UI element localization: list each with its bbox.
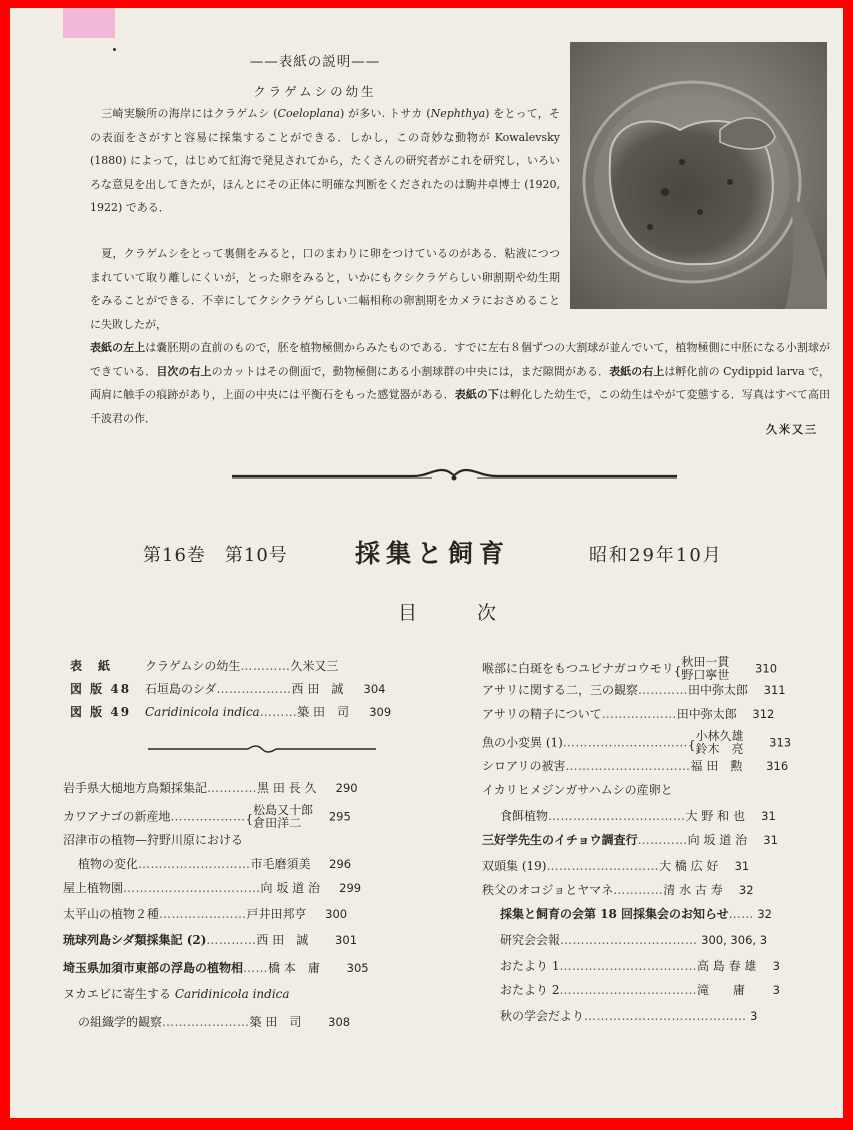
toc-entry-page: 311 xyxy=(760,683,786,697)
toc-entry xyxy=(63,880,361,896)
toc-entry-author: 向 坂 道 治 xyxy=(260,881,320,895)
toc-leader: ……………………… xyxy=(138,857,251,871)
small-ornamental-divider xyxy=(148,745,376,753)
toc-entry-page: 316 xyxy=(762,759,789,773)
toc-leader: ……… xyxy=(259,705,298,719)
toc-entry-author: 黒 田 長 久 xyxy=(257,781,317,795)
toc-entry xyxy=(70,704,391,720)
toc-leader: ……………… xyxy=(170,809,246,824)
toc-entry-author: 清 水 古 寿 xyxy=(663,883,723,897)
toc-entry-page: 300 xyxy=(321,907,348,921)
explanation-paragraph-2: 夏，クラゲムシをとって裏側をみると，口のまわりに卵をつけているのがある．粘液につつまれていて取り離しにくいが，とった卵をみると，いかにもクシクラゲらしい卵割期や幼生期をみることができる．不幸にしてクシクラゲらしい二輻相称の卵割期をカメラにおさめることに失敗したが， xyxy=(90,247,561,331)
toc-entry-title: 食餌植物 xyxy=(500,809,549,823)
toc-leader: ………… xyxy=(240,659,291,673)
toc-leader: ………………………… xyxy=(562,735,688,750)
toc-entry xyxy=(63,960,369,976)
toc-entry xyxy=(70,658,362,674)
toc-entry-title: 魚の小変異 (1) xyxy=(482,735,563,750)
toc-entry-title: おたより 2 xyxy=(500,983,560,997)
toc-entry xyxy=(482,782,673,798)
toc-entry-page: 32 xyxy=(753,907,772,921)
toc-leader: ………………… xyxy=(162,1015,250,1029)
toc-leader: ……………………… xyxy=(546,859,659,873)
toc-entry xyxy=(63,804,351,830)
toc-entry-authors xyxy=(253,804,325,830)
toc-entry xyxy=(482,882,754,898)
toc-entry xyxy=(63,906,347,922)
toc-entry-page: 3 xyxy=(746,1009,758,1023)
magazine-page xyxy=(10,8,843,1118)
toc-entry-page: 31 xyxy=(759,833,778,847)
toc-leader: ………… xyxy=(638,683,689,697)
magazine-title: 採集と飼育 xyxy=(355,539,511,568)
toc-entry xyxy=(482,758,788,774)
toc-leader: ………………………… xyxy=(565,759,691,773)
toc-entry-author: 西 田 誠 xyxy=(256,933,309,947)
toc-entry-author: 倉田洋二 xyxy=(253,816,302,830)
masthead xyxy=(143,534,783,572)
toc-entry-author: 橋 本 庸 xyxy=(268,961,320,975)
toc-entry-title: 植物の変化 xyxy=(78,857,139,871)
toc-entry-page: 299 xyxy=(335,881,362,895)
toc-entry-title: クラゲムシの幼生 xyxy=(145,659,241,673)
toc-entry-page: 295 xyxy=(325,809,351,824)
toc-leader: ………… xyxy=(637,833,688,847)
toc-entry-title: 屋上植物園 xyxy=(63,881,124,895)
toc-entry-author: 築 田 司 xyxy=(297,705,350,719)
toc-entry-page: 308 xyxy=(324,1015,351,1029)
toc-entry xyxy=(482,706,774,722)
toc-entry-title: 採集と飼育の会第 18 回採集会のお知らせ xyxy=(500,907,729,921)
pink-sticky-tab xyxy=(63,8,115,38)
cover-explanation-title: ——表紙の説明—— xyxy=(249,54,381,70)
toc-entry-page: 32 xyxy=(735,883,754,897)
toc-entry xyxy=(63,832,243,848)
toc-entry-author: 野口寧世 xyxy=(681,668,730,682)
toc-entry xyxy=(500,982,780,998)
toc-entry xyxy=(500,958,780,974)
toc-entry-author: 滝 庸 xyxy=(696,983,745,997)
toc-entry-page: 3 xyxy=(768,983,780,997)
ornamental-divider xyxy=(232,466,677,484)
issue-date: 昭和29年10月 xyxy=(589,545,723,566)
toc-entry xyxy=(78,1014,350,1030)
toc-entry-author: 小林久雄 xyxy=(695,729,744,743)
toc-entry xyxy=(63,780,358,796)
toc-entry xyxy=(482,730,791,756)
toc-entry-author: 秋田一貫 xyxy=(681,655,730,669)
toc-entry-title: 埼玉県加須市東部の浮島の植物相 xyxy=(63,961,244,975)
toc-entry-author: 西 田 誠 xyxy=(291,682,344,696)
toc-entry-title: アサリに関する二，三の観察 xyxy=(482,683,639,697)
ink-dot xyxy=(113,48,116,51)
toc-entry-author: 田中弥太郎 xyxy=(676,707,737,721)
toc-entry xyxy=(63,932,357,948)
toc-entry-author: 鈴木 亮 xyxy=(695,742,744,756)
toc-leader: …………………………… xyxy=(548,809,686,823)
toc-leader: ……………… xyxy=(216,682,292,696)
toc-entry-label: 図 版 49 xyxy=(70,705,132,719)
toc-entry-page: 3 xyxy=(768,959,780,973)
toc-entry xyxy=(70,681,385,697)
explanation-paragraph-1: 三崎実験所の海岸にはクラゲムシ (Coeloplana) が多い. トサカ (Nephthya) をとって，その表面をさがすと容易に採集することができる．しかし，この奇妙な動物が Kowalevsky (1880) によって，はじめて紅海で発見されてから，たくさんの研究者がこれを研究し，いろいろな意見を出してきたが，ほんとにその正体に明確な判断をくだされたのは駒井卓博士 (1920, 1922) である． xyxy=(90,107,560,214)
toc-entry-title: 沼津市の植物—狩野川原における xyxy=(63,833,244,847)
volume-number: 第16巻 第10号 xyxy=(143,545,288,566)
explanation-author: 久米又三 xyxy=(766,423,818,436)
toc-entry xyxy=(500,932,767,948)
brace: { xyxy=(673,663,682,678)
toc-entry-page: 313 xyxy=(765,735,792,750)
toc-entry-page: 310 xyxy=(751,661,778,676)
toc-entry-title: 秋の学会だより xyxy=(500,1009,585,1023)
toc-heading: 目次 xyxy=(398,602,557,624)
toc-entry-title: ヌカエビに寄生する xyxy=(63,987,172,1001)
toc-entry-author: 田中弥太郎 xyxy=(688,683,749,697)
toc-entry-page: 300, 306, 3 xyxy=(697,933,768,947)
toc-entry-title: 石垣島のシダ xyxy=(145,682,217,696)
toc-entry-authors xyxy=(695,730,765,756)
toc-leader: ………………………………… xyxy=(584,1009,747,1023)
toc-entry xyxy=(500,1008,758,1024)
toc-leader: ………… xyxy=(613,883,664,897)
brace: { xyxy=(245,811,254,826)
toc-leader: ……………… xyxy=(601,707,677,721)
toc-entry-page: 305 xyxy=(343,961,369,975)
toc-entry-author: 松島又十郎 xyxy=(253,803,314,817)
toc-entry-page: 296 xyxy=(325,857,352,871)
toc-entry-page: 31 xyxy=(757,809,776,823)
toc-entry-page: 304 xyxy=(363,682,386,696)
toc-entry xyxy=(500,808,776,824)
toc-entry xyxy=(78,856,351,872)
toc-entry xyxy=(482,858,749,874)
toc-entry-authors xyxy=(681,656,751,682)
brace: { xyxy=(687,737,696,752)
toc-entry xyxy=(500,906,772,922)
toc-entry xyxy=(482,832,778,848)
toc-leader: ………… xyxy=(206,933,257,947)
toc-leader: …… xyxy=(243,961,269,975)
toc-entry-author: 市毛磨須美 xyxy=(250,857,311,871)
toc-entry-title: の組織学的観察 xyxy=(78,1015,163,1029)
toc-entry-author: 向 坂 道 治 xyxy=(687,833,748,847)
toc-entry-title: 岩手県大槌地方鳥類採集記 xyxy=(63,781,208,795)
toc-entry-label: 図 版 48 xyxy=(70,682,132,696)
toc-entry-author: 久米又三 xyxy=(290,659,339,673)
toc-entry-author: 高 島 春 雄 xyxy=(696,959,757,973)
toc-leader: …………………………… xyxy=(559,983,697,997)
toc-entry-title: アサリの精子について xyxy=(482,707,602,721)
toc-entry-author: 戸井田邦亨 xyxy=(246,907,307,921)
explanation-paragraph-2-continued: 表紙の左上は嚢胚期の直前のもので，胚を植物極側からみたものである．すでに左右８個ずつの大割球が並んでいて，植物極側に中胚になる小割球ができている．目次の右上のカットはその側面で，動物極側にある小割球群の中央には，まだ隙間がある．表紙の右上は孵化前の Cydippid larva で，両肩に触手の痕跡があり，上面の中央には平衡石をもった感覚器がある．表紙の下は孵化した幼生で，この幼生はやがて変態する．写真はすべて高田千波君の作． xyxy=(90,341,831,425)
toc-entry-title: 三好学先生のイチョウ調査行 xyxy=(482,833,638,847)
toc-leader: …… xyxy=(728,907,754,921)
toc-entry-page: 301 xyxy=(331,933,358,947)
toc-leader: …………………………… xyxy=(559,959,697,973)
toc-entry-label: 表 紙 xyxy=(70,659,113,673)
toc-leader: …………………………… xyxy=(123,881,261,895)
toc-entry-author: 大 橋 広 好 xyxy=(658,859,719,873)
toc-entry-title: カワアナゴの新産地 xyxy=(63,809,171,824)
larva-photo xyxy=(570,42,827,309)
toc-entry-author: 築 田 司 xyxy=(249,1015,302,1029)
toc-entry-title: おたより 1 xyxy=(500,959,560,973)
toc-entry-title: 琉球列島シダ類採集記 (2) xyxy=(63,933,207,947)
toc-entry-title: 喉部に白斑をもつユビナガコウモリ xyxy=(482,661,674,676)
toc-entry-page: 312 xyxy=(748,707,775,721)
toc-entry xyxy=(482,656,777,682)
toc-entry-title: 双頭集 (19) xyxy=(482,859,547,873)
toc-leader: ………… xyxy=(207,781,258,795)
toc-entry-title: Caridinicola indica xyxy=(145,705,260,719)
toc-entry xyxy=(63,986,290,1002)
toc-entry-author: 大 野 和 也 xyxy=(685,809,745,823)
toc-entry-title: シロアリの被害 xyxy=(482,759,566,773)
toc-entry-page: 309 xyxy=(369,705,392,719)
toc-entry-page: 290 xyxy=(332,781,358,795)
toc-entry-title: イカリヒメジンガサハムシの産卵と xyxy=(482,783,673,797)
toc-entry-title: 研究会会報 xyxy=(500,933,561,947)
toc-entry-title-italic: Caridinicola indica xyxy=(171,987,290,1001)
toc-leader: ………………… xyxy=(159,907,247,921)
toc-entry-author: 福 田 勲 xyxy=(690,759,743,773)
toc-entry-page: 31 xyxy=(730,859,750,873)
toc-leader: …………………………… xyxy=(560,933,698,947)
toc-entry-title: 太平山の植物２種 xyxy=(63,907,160,921)
toc-entry-title: 秩父のオコジョとヤマネ xyxy=(482,883,614,897)
toc-entry xyxy=(482,682,786,698)
cover-explanation-subtitle: クラゲムシの幼生 xyxy=(253,84,377,99)
